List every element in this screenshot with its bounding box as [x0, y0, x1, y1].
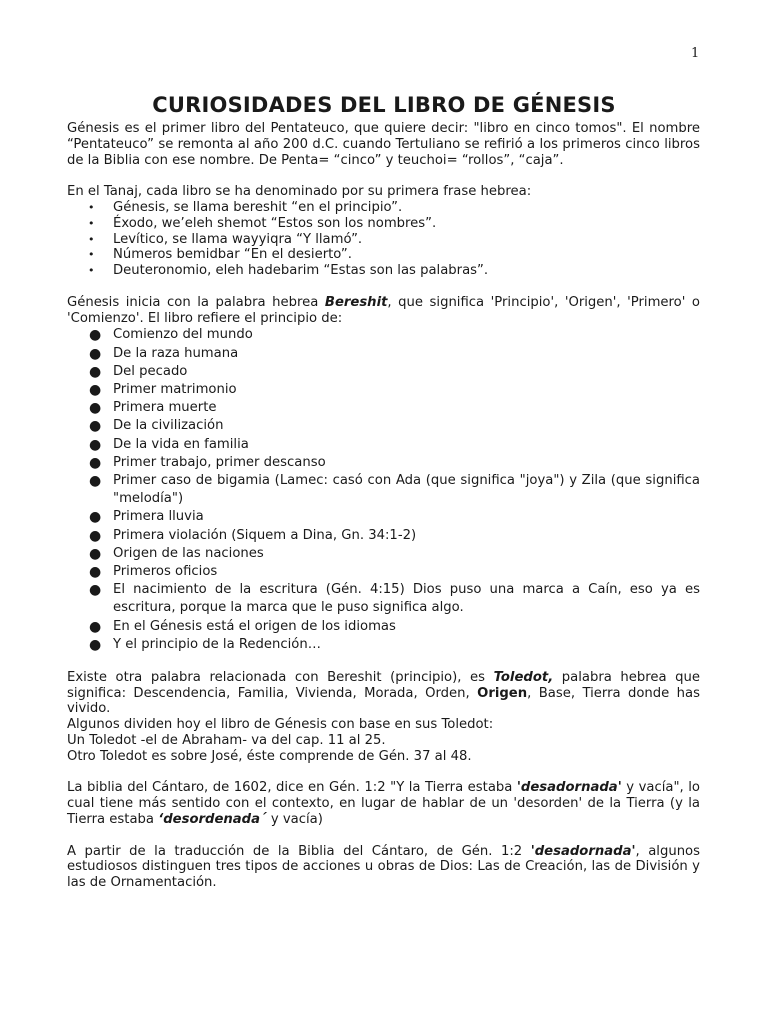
toledot-text-after: , Base, Tierra donde has vivido.: [67, 685, 700, 717]
tanaj-list-item: [67, 216, 700, 232]
bullet-icon: ●: [89, 545, 102, 562]
principio-list-item-text: Primera muerte: [113, 400, 217, 416]
principio-list-item-text: Y el principio de la Redención…: [113, 636, 321, 652]
bullet-icon: ●: [89, 436, 102, 453]
toledot-word: Toledot,: [493, 669, 554, 685]
tanaj-list-item-text: Levítico, se llama wayyiqra “Y llamó”.: [113, 231, 363, 247]
principio-list-item-text: Del pecado: [113, 363, 188, 379]
tanaj-list-item: [67, 232, 700, 248]
principio-list-item-text: Primeros oficios: [113, 564, 218, 579]
principio-list-item: [67, 508, 700, 526]
principio-list-item-text: Primer matrimonio: [113, 381, 237, 397]
tanaj-list-item-text: Deuteronomio, eleh hadebarim “Estas son las palabras”.: [113, 263, 489, 279]
toledot-line: Un Toledot -el de Abraham- va del cap. 11 al 25.: [67, 733, 386, 748]
bullet-icon: ●: [89, 327, 102, 344]
cantaro-text-middle: y vacía", lo cual tiene más sentido con el contexto, en lugar de hablar de un 'desorden' de la Tierra (y la Tierra estaba: [67, 780, 700, 827]
traduccion-text-before: A partir de la traducción de la Biblia del Cántaro, de Gén. 1:2: [67, 843, 531, 859]
document-body: [67, 121, 700, 891]
toledot-text-middle: palabra hebrea que significa: Descendencia, Familia, Vivienda, Morada, Orden,: [67, 669, 700, 701]
bullet-icon: •: [88, 216, 95, 230]
cantaro-paragraph: [67, 780, 700, 827]
tanaj-list-item: [67, 200, 700, 216]
principio-list-item-text: El nacimiento de la escritura (Gén. 4:15) Dios puso una marca a Caín, eso ya es escritura, porque la marca que le puso significa algo.: [113, 582, 700, 616]
principio-list-item: [67, 363, 700, 381]
cantaro-text-before: La biblia del Cántaro, de 1602, dice en Gén. 1:2 "Y la Tierra estaba: [67, 780, 517, 796]
desordenada-word: ‘desordenada´: [158, 811, 267, 827]
principio-list-item: [67, 381, 700, 399]
origen-word: Origen: [477, 685, 528, 701]
toledot-paragraph: [67, 670, 700, 717]
principio-list-item: [67, 527, 700, 545]
principio-list-item: [67, 345, 700, 363]
bullet-icon: •: [88, 264, 95, 278]
traduccion-text-after: , algunos estudiosos distinguen tres tipos de acciones u obras de Dios: Las de Creación, las de División y las de Ornamentación.: [67, 843, 700, 891]
traduccion-paragraph: [67, 844, 700, 891]
intro-paragraph: Génesis es el primer libro del Pentateuco, que quiere decir: "libro en cinco tomos". El nombre “Pentateuco” se remonta al año 200 d.C. cuando Tertuliano se refirió a los primeros cinco libros de la Biblia con ese nombre. De Penta= “cinco” y teuchoi= “rollos”, “caja”.: [67, 121, 700, 168]
bereshit-text-before: Génesis inicia con la palabra hebrea: [67, 294, 325, 310]
tanaj-list: [67, 200, 700, 279]
principio-list-item-text: Primer caso de bigamia (Lamec: casó con Ada (que significa "joya") y Zila (que significa "melodía"): [113, 472, 700, 507]
tanaj-intro: En el Tanaj, cada libro se ha denominado por su primera frase hebrea:: [67, 184, 532, 200]
tanaj-list-item: [67, 263, 700, 279]
toledot-line: Algunos dividen hoy el libro de Génesis con base en sus Toledot:: [67, 717, 494, 733]
bullet-icon: ●: [89, 418, 102, 435]
tanaj-list-item-text: Éxodo, we’eleh shemot “Estos son los nombres”.: [113, 215, 437, 231]
page-title: CURIOSIDADES DEL LIBRO DE GÉNESIS: [152, 93, 616, 117]
bullet-icon: •: [88, 248, 95, 262]
toledot-text-before: Existe otra palabra relacionada con Bereshit (principio), es: [67, 669, 494, 685]
bullet-icon: ●: [89, 363, 102, 380]
bullet-icon: ●: [89, 400, 102, 417]
principio-list-item: [67, 545, 700, 563]
toledot-line: Otro Toledot es sobre José, éste comprende de Gén. 37 al 48.: [67, 748, 472, 764]
principio-list-item: [67, 326, 700, 344]
bullet-icon: ●: [89, 527, 102, 544]
principio-list-item: [67, 581, 700, 617]
principio-list-item-text: De la vida en familia: [113, 436, 249, 452]
bullet-icon: ●: [89, 454, 102, 471]
principio-list-item-text: Primera lluvia: [113, 509, 204, 525]
tanaj-list-item: [67, 247, 700, 263]
cantaro-text-after: y vacía): [266, 811, 323, 827]
desadornada-word: 'desadornada': [516, 780, 622, 796]
desadornada-word: 'desadornada': [530, 843, 636, 859]
principio-list-item: [67, 563, 700, 581]
principio-list: [67, 326, 700, 654]
principio-list-item-text: Primera violación (Siquem a Dina, Gn. 34:1-2): [113, 527, 417, 543]
principio-list-item: [67, 636, 700, 654]
principio-list-item: [67, 436, 700, 454]
bullet-icon: •: [88, 200, 95, 214]
bullet-icon: ●: [89, 509, 102, 526]
principio-list-item: [67, 454, 700, 472]
principio-list-item-text: De la raza humana: [113, 345, 239, 361]
bereshit-paragraph: [67, 295, 700, 327]
principio-list-item-text: Primer trabajo, primer descanso: [113, 454, 326, 470]
tanaj-list-item-text: Génesis, se llama bereshit “en el principio”.: [113, 199, 403, 215]
page-number: 1: [691, 46, 700, 61]
tanaj-list-item-text: Números bemidbar “En el desierto”.: [113, 247, 352, 263]
bereshit-word: Bereshit: [324, 294, 388, 310]
bullet-icon: ●: [89, 636, 102, 653]
bullet-icon: ●: [89, 582, 102, 599]
bullet-icon: ●: [89, 618, 102, 635]
bullet-icon: ●: [89, 345, 102, 362]
principio-list-item: [67, 472, 700, 508]
bullet-icon: ●: [89, 472, 102, 489]
principio-list-item-text: Origen de las naciones: [113, 545, 264, 561]
principio-list-item: [67, 399, 700, 417]
principio-list-item-text: En el Génesis está el origen de los idiomas: [113, 618, 396, 634]
bereshit-text-after: , que significa 'Principio', 'Origen', 'Primero' o 'Comienzo'. El libro refiere el principio de:: [67, 294, 700, 326]
bullet-icon: •: [88, 232, 95, 246]
bullet-icon: ●: [89, 381, 102, 398]
principio-list-item-text: De la civilización: [113, 418, 224, 434]
principio-list-item-text: Comienzo del mundo: [113, 327, 253, 343]
principio-list-item: [67, 417, 700, 435]
bullet-icon: ●: [89, 564, 102, 580]
principio-list-item: [67, 618, 700, 636]
